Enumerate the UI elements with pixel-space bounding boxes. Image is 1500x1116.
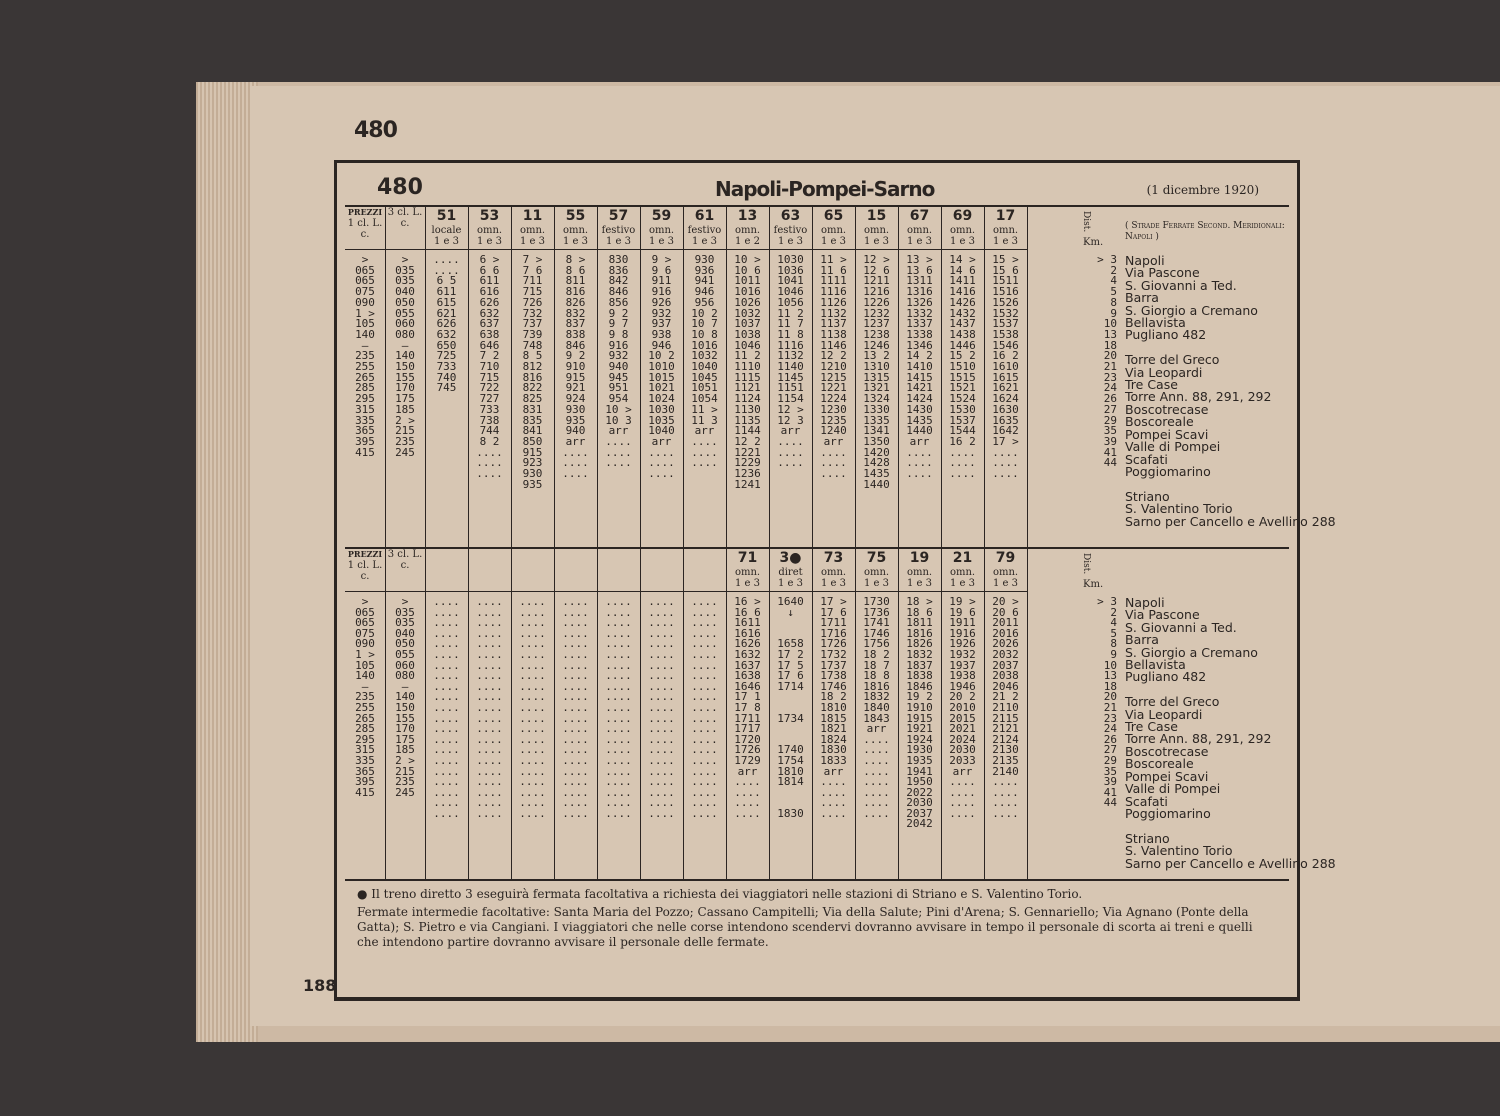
train-number: 11	[522, 208, 543, 224]
train-kind: omn.	[992, 225, 1019, 236]
train-header	[468, 207, 511, 250]
price-label: PREZZI	[347, 207, 383, 217]
timetable-frame	[334, 160, 1336, 1001]
train-kind: omn.	[906, 567, 933, 578]
train-number: 17	[995, 208, 1016, 224]
train-kind: omn.	[562, 225, 589, 236]
empty-values: .... .... .... .... .... .... .... .... .... .... .... .... .... .... .... .... .... .... .... .... ....	[562, 595, 589, 820]
timetable-block-1	[345, 207, 1336, 549]
station-names: Napoli Via Pascone S. Giovanni a Ted. Barra S. Giorgio a Cremano Bellavista Pugliano 482 Torre del Greco Via Leopardi Tre Case Torre Ann. 88, 291, 292 Boscotrecase Boscoreale Pompei Scavi Valle di Pompei Scafati Poggiomarino Striano S. Valentino Torio Sarno per Cancello e Avellino 288	[1125, 253, 1336, 529]
empty-header	[468, 549, 511, 592]
train-class: 1 e 2	[735, 236, 760, 247]
train-number: 79	[995, 550, 1016, 566]
train-class: 1 e 3	[649, 236, 674, 247]
train-times: 10 > 10 6 1011 1016 1026 1032 1037 1038 1046 11 2 1110 1115 1121 1124 1130 1135 1144 12 2 1221 1229 1236 1241	[734, 253, 761, 491]
train-header	[597, 207, 640, 250]
title-row	[345, 169, 1289, 207]
train-kind: omn.	[992, 567, 1019, 578]
price-header	[385, 207, 425, 250]
train-column	[855, 207, 899, 547]
train-number: 15	[866, 208, 887, 224]
km-values: > 3 2 4 5 8 9 10 13 18 20 21 23 24 26 27 29 35 39 41 44	[1097, 253, 1117, 470]
train-header	[554, 207, 597, 250]
train-times: 13 > 13 6 1311 1316 1326 1332 1337 1338 1346 14 2 1410 1415 1421 1424 1430 1435 1440 arr .... .... ....	[906, 253, 933, 481]
train-times: 17 > 17 6 1711 1716 1726 1732 1737 1738 1746 18 2 1810 1815 1821 1824 1830 1833 arr .... .... .... ....	[820, 595, 847, 820]
train-class: 1 e 3	[477, 236, 502, 247]
price-column	[345, 549, 386, 879]
train-number: 65	[823, 208, 844, 224]
train-column	[726, 549, 770, 879]
train-header	[984, 207, 1027, 250]
price-column	[385, 549, 426, 879]
train-class: 1 e 3	[778, 236, 803, 247]
train-number: 69	[952, 208, 973, 224]
empty-column	[640, 549, 684, 879]
empty-column	[683, 549, 727, 879]
empty-column	[425, 549, 469, 879]
price-values: > 065 065 075 090 1 > 105 140 — 235 255 265 285 295 315 335 365 395 415	[355, 253, 375, 459]
train-times: 930 936 941 946 956 10 2 10 7 10 8 1016 1032 1040 1045 1051 1054 11 > 11 3 arr .... .... ....	[691, 253, 718, 470]
train-times: 6 > 6 6 611 616 626 632 637 638 646 7 2 710 715 722 727 733 738 744 8 2 .... .... ....	[476, 253, 503, 481]
train-column	[554, 207, 598, 547]
train-kind: locale	[431, 225, 462, 236]
train-column	[898, 549, 942, 879]
note-optional-stops: Fermate intermedie facoltative: Santa Maria del Pozzo; Cassano Campitelli; Via della Salute; Pini d'Arena; S. Gennariello; Via Agnano (Ponte della Gatta); S. Pietro e via Cangiani. I viaggiatori che nelle corse intendono scendervi dovranno avvisare in tempo il personale di scorta ai treni e quelli che intendono partire dovranno avvisare il personale delle fermate.	[357, 905, 1253, 949]
train-header	[898, 549, 941, 592]
timetable-block-2	[345, 549, 1336, 881]
note-direct-train: ● Il treno diretto 3 eseguirà fermata facoltativa a richiesta dei viaggiatori nelle stazioni di Striano e S. Valentino Torio.	[357, 887, 1083, 901]
train-class: 1 e 3	[821, 236, 846, 247]
empty-values: .... .... .... .... .... .... .... .... .... .... .... .... .... .... .... .... .... .... .... .... ....	[605, 595, 632, 820]
train-class: 1 e 3	[950, 578, 975, 589]
empty-header	[511, 549, 554, 592]
train-class: 1 e 3	[993, 236, 1018, 247]
train-class: 1 e 3	[907, 236, 932, 247]
train-class: 1 e 3	[821, 578, 846, 589]
train-number: 67	[909, 208, 930, 224]
empty-column	[511, 549, 555, 879]
train-times: 18 > 18 6 1811 1816 1826 1832 1837 1838 1846 19 2 1910 1915 1921 1924 1930 1935 1941 1950 2022 2030 2037 2042	[906, 595, 933, 831]
price-column	[345, 207, 386, 547]
train-number: 71	[737, 550, 758, 566]
empty-column	[468, 549, 512, 879]
train-column	[597, 207, 641, 547]
train-column	[812, 207, 856, 547]
train-times: 9 > 9 6 911 916 926 932 937 938 946 10 2 1010 1015 1021 1024 1030 1035 1040 arr .... .... ....	[648, 253, 675, 481]
train-times: 20 > 20 6 2011 2016 2026 2032 2037 2038 2046 21 2 2110 2115 2121 2124 2130 2135 2140 .... .... .... ....	[992, 595, 1019, 820]
train-times: 16 > 16 6 1611 1616 1626 1632 1637 1638 1646 17 1 17 8 1711 1717 1720 1726 1729 arr .... .... .... ....	[734, 595, 761, 820]
company-label: ( Strade Ferrate Second. Meridionali: Napoli )	[1125, 221, 1285, 242]
train-column	[726, 207, 770, 547]
page-number: 480	[354, 118, 397, 143]
train-class: 1 e 3	[563, 236, 588, 247]
price-values: > 035 035 040 050 055 060 080 — 140 150 155 170 175 185 2 > 215 235 245	[395, 595, 415, 799]
table-date: (1 dicembre 1920)	[1146, 183, 1259, 197]
train-kind: diret	[778, 567, 803, 578]
train-kind: omn.	[734, 225, 761, 236]
train-number: 3●	[779, 550, 802, 566]
dist-label: Dist.	[1081, 211, 1091, 233]
empty-values: .... .... .... .... .... .... .... .... .... .... .... .... .... .... .... .... .... .... .... .... ....	[691, 595, 718, 820]
train-header	[812, 549, 855, 592]
train-kind: omn.	[820, 225, 847, 236]
empty-header	[597, 549, 640, 592]
train-number: 75	[866, 550, 887, 566]
train-class: 1 e 3	[993, 578, 1018, 589]
train-kind: omn.	[648, 225, 675, 236]
train-header	[425, 207, 468, 250]
empty-header	[683, 549, 726, 592]
train-header	[769, 207, 812, 250]
train-number: 51	[436, 208, 457, 224]
train-column	[898, 207, 942, 547]
train-header	[683, 207, 726, 250]
train-number: 21	[952, 550, 973, 566]
train-times: 11 > 11 6 1111 1116 1126 1132 1137 1138 1146 12 2 1210 1215 1221 1224 1230 1235 1240 arr .... .... ....	[820, 253, 847, 481]
train-times: 14 > 14 6 1411 1416 1426 1432 1437 1438 1446 15 2 1510 1515 1521 1524 1530 1537 1544 16 2 .... .... ....	[949, 253, 976, 481]
train-column	[855, 549, 899, 879]
train-class: 1 e 3	[692, 236, 717, 247]
train-kind: omn.	[906, 225, 933, 236]
train-column	[425, 207, 469, 547]
train-column	[984, 207, 1028, 547]
train-times: 1730 1736 1741 1746 1756 18 2 18 7 18 8 1816 1832 1840 1843 arr .... .... .... .... .... .... .... ....	[863, 595, 890, 820]
train-column	[769, 207, 813, 547]
empty-header	[425, 549, 468, 592]
empty-values: .... .... .... .... .... .... .... .... .... .... .... .... .... .... .... .... .... .... .... .... ....	[648, 595, 675, 820]
train-number: 53	[479, 208, 500, 224]
train-number: 13	[737, 208, 758, 224]
train-kind: omn.	[734, 567, 761, 578]
train-header	[812, 207, 855, 250]
km-label: Km.	[1083, 579, 1104, 590]
price-header	[345, 549, 385, 592]
empty-values: .... .... .... .... .... .... .... .... .... .... .... .... .... .... .... .... .... .... .... .... ....	[519, 595, 546, 820]
price-class: 1 cl. L. c.	[347, 560, 383, 582]
price-label: PREZZI	[347, 549, 383, 559]
price-class: 3 cl. L. c.	[387, 207, 423, 229]
train-number: 73	[823, 550, 844, 566]
train-kind: omn.	[863, 567, 890, 578]
station-names: Napoli Via Pascone S. Giovanni a Ted. Barra S. Giorgio a Cremano Bellavista Pugliano 482 Torre del Greco Via Leopardi Tre Case Torre Ann. 88, 291, 292 Boscotrecase Boscoreale Pompei Scavi Valle di Pompei Scafati Poggiomarino Striano S. Valentino Torio Sarno per Cancello e Avellino 288	[1125, 595, 1336, 871]
km-label: Km.	[1083, 237, 1104, 248]
train-kind: omn.	[949, 225, 976, 236]
train-header	[640, 207, 683, 250]
train-column	[984, 549, 1028, 879]
train-header	[855, 207, 898, 250]
train-times: 7 > 7 6 711 715 726 732 737 739 748 8 5 812 816 822 825 831 835 841 850 915 923 930 935	[522, 253, 543, 491]
km-values: > 3 2 4 5 8 9 10 13 18 20 21 23 24 26 27 29 35 39 41 44	[1097, 595, 1117, 810]
price-class: 1 cl. L. c.	[347, 218, 383, 240]
empty-column	[554, 549, 598, 879]
train-column	[511, 207, 555, 547]
train-column	[468, 207, 512, 547]
price-class: 3 cl. L. c.	[387, 549, 423, 571]
train-kind: festivo	[773, 225, 808, 236]
train-column	[683, 207, 727, 547]
train-class: 1 e 3	[735, 578, 760, 589]
dist-label: Dist.	[1081, 553, 1091, 575]
train-number: 55	[565, 208, 586, 224]
train-header	[984, 549, 1027, 592]
train-times: 1030 1036 1041 1046 1056 11 2 11 7 11 8 1116 1132 1140 1145 1151 1154 12 > 12 3 arr .... .... ....	[777, 253, 804, 470]
train-class: 1 e 3	[606, 236, 631, 247]
footnotes	[357, 887, 1277, 953]
price-header	[385, 549, 425, 592]
train-class: 1 e 3	[950, 236, 975, 247]
train-column	[769, 549, 813, 879]
train-number: 57	[608, 208, 629, 224]
empty-values: .... .... .... .... .... .... .... .... .... .... .... .... .... .... .... .... .... .... .... .... ....	[476, 595, 503, 820]
train-header	[941, 549, 984, 592]
train-header	[726, 207, 769, 250]
train-number: 63	[780, 208, 801, 224]
train-class: 1 e 3	[520, 236, 545, 247]
train-kind: festivo	[687, 225, 722, 236]
train-class: 1 e 3	[864, 236, 889, 247]
train-number: 59	[651, 208, 672, 224]
train-column	[941, 207, 985, 547]
train-header	[855, 549, 898, 592]
train-header	[941, 207, 984, 250]
empty-header	[640, 549, 683, 592]
train-class: 1 e 3	[864, 578, 889, 589]
train-times: .... .... 6 5 611 615 621 626 632 650 725 733 740 745	[433, 253, 460, 395]
train-kind: omn.	[519, 225, 546, 236]
price-column	[385, 207, 426, 547]
train-kind: omn.	[949, 567, 976, 578]
train-class: 1 e 3	[434, 236, 459, 247]
price-values: > 035 035 040 050 055 060 080 — 140 150 155 170 175 185 2 > 215 235 245	[395, 253, 415, 459]
train-times: 15 > 15 6 1511 1516 1526 1532 1537 1538 1546 16 2 1610 1615 1621 1624 1630 1635 1642 17 > .... .... ....	[992, 253, 1019, 481]
train-times: 1640 ↓ 1658 17 2 17 5 17 6 1714 1734 1740 1754 1810 1814 1830	[777, 595, 804, 820]
train-times: 830 836 842 846 856 9 2 9 7 9 8 916 932 940 945 951 954 10 > 10 3 arr .... .... ....	[605, 253, 632, 470]
footer-number: 188	[303, 976, 337, 995]
train-header	[898, 207, 941, 250]
train-header	[511, 207, 554, 250]
train-column	[640, 207, 684, 547]
empty-column	[597, 549, 641, 879]
empty-values: .... .... .... .... .... .... .... .... .... .... .... .... .... .... .... .... .... .... .... .... ....	[433, 595, 460, 820]
price-values: > 065 065 075 090 1 > 105 140 — 235 255 265 285 295 315 335 365 395 415	[355, 595, 375, 799]
table-title: Napoli-Pompei-Sarno	[715, 177, 935, 201]
train-kind: festivo	[601, 225, 636, 236]
train-number: 61	[694, 208, 715, 224]
train-header	[769, 549, 812, 592]
train-number: 19	[909, 550, 930, 566]
train-header	[726, 549, 769, 592]
train-class: 1 e 3	[778, 578, 803, 589]
train-column	[812, 549, 856, 879]
train-times: 19 > 19 6 1911 1916 1926 1932 1937 1938 1946 20 2 2010 2015 2021 2024 2030 2033 arr .... .... .... ....	[949, 595, 976, 820]
page-edges	[196, 82, 258, 1042]
train-column	[941, 549, 985, 879]
table-number: 480	[377, 175, 423, 200]
price-header	[345, 207, 385, 250]
empty-header	[554, 549, 597, 592]
train-kind: omn.	[820, 567, 847, 578]
train-kind: omn.	[863, 225, 890, 236]
train-times: 8 > 8 6 811 816 826 832 837 838 846 9 2 910 915 921 924 930 935 940 arr .... .... ....	[562, 253, 589, 481]
train-kind: omn.	[476, 225, 503, 236]
train-times: 12 > 12 6 1211 1216 1226 1232 1237 1238 1246 13 2 1310 1315 1321 1324 1330 1335 1341 1350 1420 1428 1435 1440	[863, 253, 890, 491]
train-class: 1 e 3	[907, 578, 932, 589]
